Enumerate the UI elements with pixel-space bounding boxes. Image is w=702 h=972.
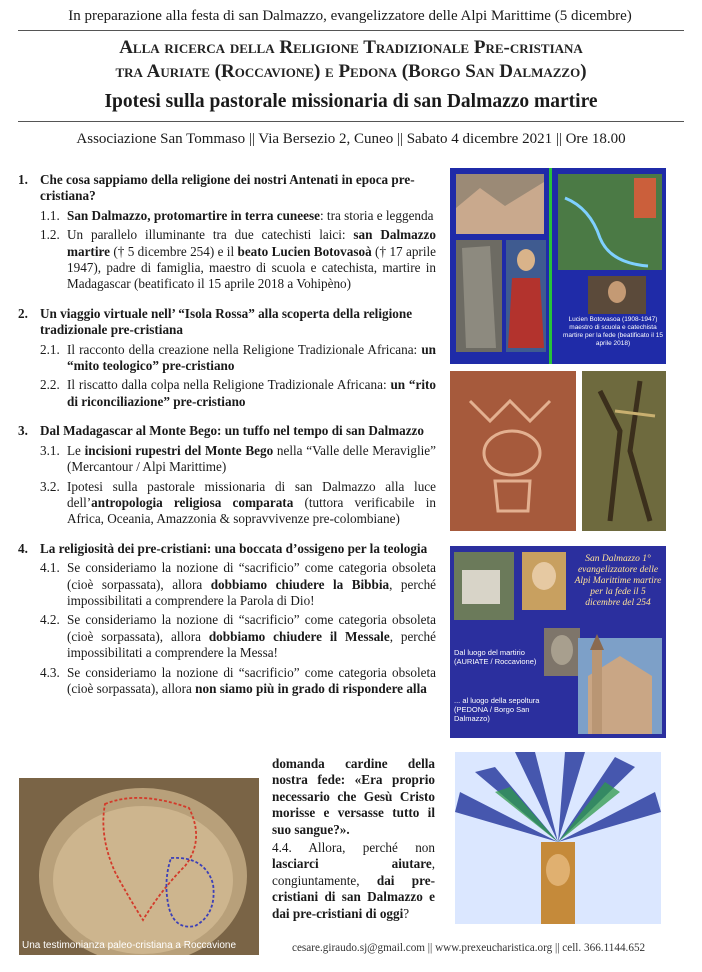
sub-3-1-text-0: Le bbox=[67, 442, 85, 458]
sub-1-2-text-4: († 17 aprile 1947), padre di famiglia, maestro di scuola e catechista, martire in Madagascar (beatificato il 15 aprile 2018 a Vohipèno) bbox=[67, 243, 436, 292]
sub-2-2-text-0: Il riscatto dalla colpa nella Religione Tradizionale Africana: bbox=[67, 377, 391, 393]
subsection-item bbox=[40, 560, 436, 609]
sub-4-1-text-2: , perché impossibilitati a comprendere la Parola di Dio! bbox=[67, 576, 437, 608]
rock-engravings-image bbox=[450, 371, 666, 531]
subsection-text bbox=[67, 479, 436, 528]
subsection-text bbox=[67, 665, 436, 698]
subsection-item bbox=[40, 342, 436, 375]
sub-4-1-bold-1: dobbiamo chiudere la Bibbia bbox=[210, 576, 390, 592]
sub-3-2-text-2: (tuttora verificabile in Africa, Oceania, Amazzonia & sopravvivenze pre-colombiane) bbox=[67, 494, 436, 527]
sub-4-3-text-0: Se consideriamo la nozione di “sacrificio” come categoria obsoleta (cioè sorpassata), allora bbox=[67, 664, 436, 696]
subsection-number: 2.2. bbox=[40, 377, 60, 393]
event-info: Associazione San Tommaso || Via Bersezio 2, Cuneo || Sabato 4 dicembre 2021 || Ore 18.00 bbox=[76, 131, 626, 147]
subsection-number: 2.1. bbox=[40, 341, 60, 357]
question-paragraph: domanda cardine della nostra fede: «Era proprio necessario che Gesù Cristo morisse e versasse tutto il suo sangue?». bbox=[272, 756, 435, 837]
subsection-item bbox=[40, 377, 436, 410]
rock-engravings-art bbox=[450, 371, 666, 531]
sub-4-2-text-2: , perché impossibilitati a comprendere la Messa! bbox=[67, 628, 436, 661]
section-number: 2. bbox=[18, 305, 28, 321]
sub-1-2-text-2: († 5 dicembre 254) e il bbox=[109, 243, 238, 259]
subsection-item bbox=[40, 665, 436, 698]
subsection-text bbox=[67, 227, 436, 293]
closing-bold-1: lasciarci aiutare bbox=[272, 856, 432, 872]
subsection-item bbox=[40, 479, 436, 528]
footer-contacts: cesare.giraudo.sj@gmail.com || www.prexeucharistica.org || cell. 366.1144.652 bbox=[292, 942, 646, 954]
section-number: 1. bbox=[18, 172, 28, 187]
closing-text-2: , congiuntamente, bbox=[272, 856, 435, 888]
subsection-number: 4.1. bbox=[40, 560, 60, 576]
paleo-christian-image bbox=[19, 778, 259, 955]
sub-3-1-bold-1: incisioni rupestri del Monte Bego bbox=[84, 442, 274, 458]
main-title-line1: Alla ricerca della Religione Tradizionale Pre-cristiana bbox=[119, 37, 583, 58]
section-2 bbox=[18, 306, 436, 410]
subsection-number: 1.1. bbox=[40, 207, 60, 223]
section-heading bbox=[18, 306, 436, 339]
sub-2-1-text-0: Il racconto della creazione nella Religione Tradizionale Africana: bbox=[67, 341, 422, 357]
closing-bold-3: dai pre-cristiani di san Dalmazzo e dai pre-cristiani di oggi bbox=[272, 872, 435, 921]
panel-caption-burial: ... al luogo della sepoltura (PEDONA / Borgo San Dalmazzo) bbox=[454, 696, 540, 723]
subsection-text bbox=[67, 443, 436, 476]
paleo-christian-art bbox=[19, 778, 259, 955]
sub-3-2-text-0: Ipotesi sulla pastorale missionaria di san Dalmazzo alla luce dell’ bbox=[67, 478, 436, 510]
panel-title-caption: San Dalmazzo 1° evangelizzatore delle Alpi Marittime martire per la fede il 5 dicembre del 254 bbox=[574, 554, 662, 608]
subsection-number: 4.2. bbox=[40, 612, 60, 628]
outline bbox=[18, 172, 436, 710]
sub-3-1-text-2: nella “Valle delle Meraviglie” (Mercantour / Alpi Marittime) bbox=[67, 442, 436, 475]
sub-1-1-bold-0: San Dalmazzo, protomartire in terra cuneese bbox=[67, 207, 320, 223]
sacred-tree-art bbox=[455, 752, 661, 924]
sub-1-2-bold-3: beato Lucien Botovasoà bbox=[237, 243, 372, 259]
subsection-item bbox=[40, 208, 436, 224]
closing-text-0: 4.4. Allora, perché non bbox=[272, 840, 435, 856]
sub-3-2-bold-1: antropologia religiosa comparata bbox=[91, 494, 294, 510]
sub-1-1-text-1: : tra storia e leggenda bbox=[319, 207, 434, 223]
section-3 bbox=[18, 423, 436, 527]
section-4 bbox=[18, 541, 436, 698]
section-number: 4. bbox=[18, 540, 28, 556]
closing-paragraph bbox=[272, 840, 435, 922]
divider-middle bbox=[18, 121, 684, 122]
sub-2-1-bold-1: un “mito teologico” pre-cristiano bbox=[67, 341, 436, 374]
sub-4-3-bold-1: non siamo più in grado di rispondere alla bbox=[195, 680, 427, 696]
subsection-text bbox=[67, 342, 436, 375]
subsection-text bbox=[67, 560, 436, 609]
subtitle: Ipotesi sulla pastorale missionaria di san Dalmazzo martire bbox=[104, 91, 598, 112]
subsection-number: 3.2. bbox=[40, 478, 60, 494]
subsection-text bbox=[67, 377, 436, 410]
section-number: 3. bbox=[18, 423, 28, 439]
paleo-christian-caption: Una testimonianza paleo-cristiana a Roccavione bbox=[22, 940, 237, 951]
sub-4-1-text-0: Se consideriamo la nozione di “sacrificio” come categoria obsoleta (cioè sorpassata), allora bbox=[67, 560, 436, 592]
wrapped-text-block bbox=[272, 756, 435, 924]
subsection-item bbox=[40, 227, 436, 293]
closing-text-4: ? bbox=[403, 905, 410, 921]
subsection-number: 4.3. bbox=[40, 664, 60, 680]
section-heading bbox=[18, 541, 436, 557]
section-title: Dal Madagascar al Monte Bego: un tuffo nel tempo di san Dalmazzo bbox=[40, 423, 425, 439]
divider-top bbox=[18, 30, 684, 31]
subsection-text bbox=[67, 612, 436, 661]
section-title: La religiosità dei pre-cristiani: una boccata d’ossigeno per la teologia bbox=[40, 540, 428, 556]
sub-1-2-bold-1: san Dalmazzo martire bbox=[67, 227, 436, 259]
section-heading bbox=[18, 172, 436, 205]
subsection-number: 1.2. bbox=[40, 227, 60, 243]
san-dalmazzo-panel-image bbox=[450, 546, 666, 738]
collage-botovasoa-image bbox=[450, 168, 666, 364]
section-1 bbox=[18, 172, 436, 293]
sub-1-2-text-0: Un parallelo illuminante tra due catechisti laici: bbox=[67, 227, 354, 243]
panel-caption-martyrdom: Dal luogo del martirio (AURIATE / Roccavione) bbox=[454, 648, 537, 666]
section-heading bbox=[18, 423, 436, 439]
sacred-tree-image bbox=[455, 752, 661, 924]
botovasoa-caption: Lucien Botovasoa (1908-1947) maestro di scuola e catechista martire per la fede (beatificato il 15 aprile 2018) bbox=[562, 316, 664, 347]
section-title: Un viaggio virtuale nell’ “Isola Rossa” alla scoperta della religione tradizionale pre-cristiana bbox=[40, 305, 413, 338]
sub-4-2-text-0: Se consideriamo la nozione di “sacrificio” come categoria obsoleta (cioè sorpassata), allora bbox=[67, 612, 436, 644]
subsection-text bbox=[67, 208, 436, 224]
subsection-number: 3.1. bbox=[40, 442, 60, 458]
section-title: Che cosa sappiamo della religione dei nostri Antenati in epoca pre-cristiana? bbox=[40, 172, 415, 204]
main-title-line2: tra Auriate (Roccavione) e Pedona (Borgo San Dalmazzo) bbox=[115, 61, 587, 82]
subsection-item bbox=[40, 443, 436, 476]
top-announcement: In preparazione alla festa di san Dalmazzo, evangelizzatore delle Alpi Marittime (5 dicembre) bbox=[68, 8, 632, 24]
sub-4-2-bold-1: dobbiamo chiudere il Messale bbox=[208, 628, 390, 644]
sub-2-2-bold-1: un “rito di riconciliazione” pre-cristiano bbox=[67, 377, 437, 409]
subsection-item bbox=[40, 612, 436, 661]
